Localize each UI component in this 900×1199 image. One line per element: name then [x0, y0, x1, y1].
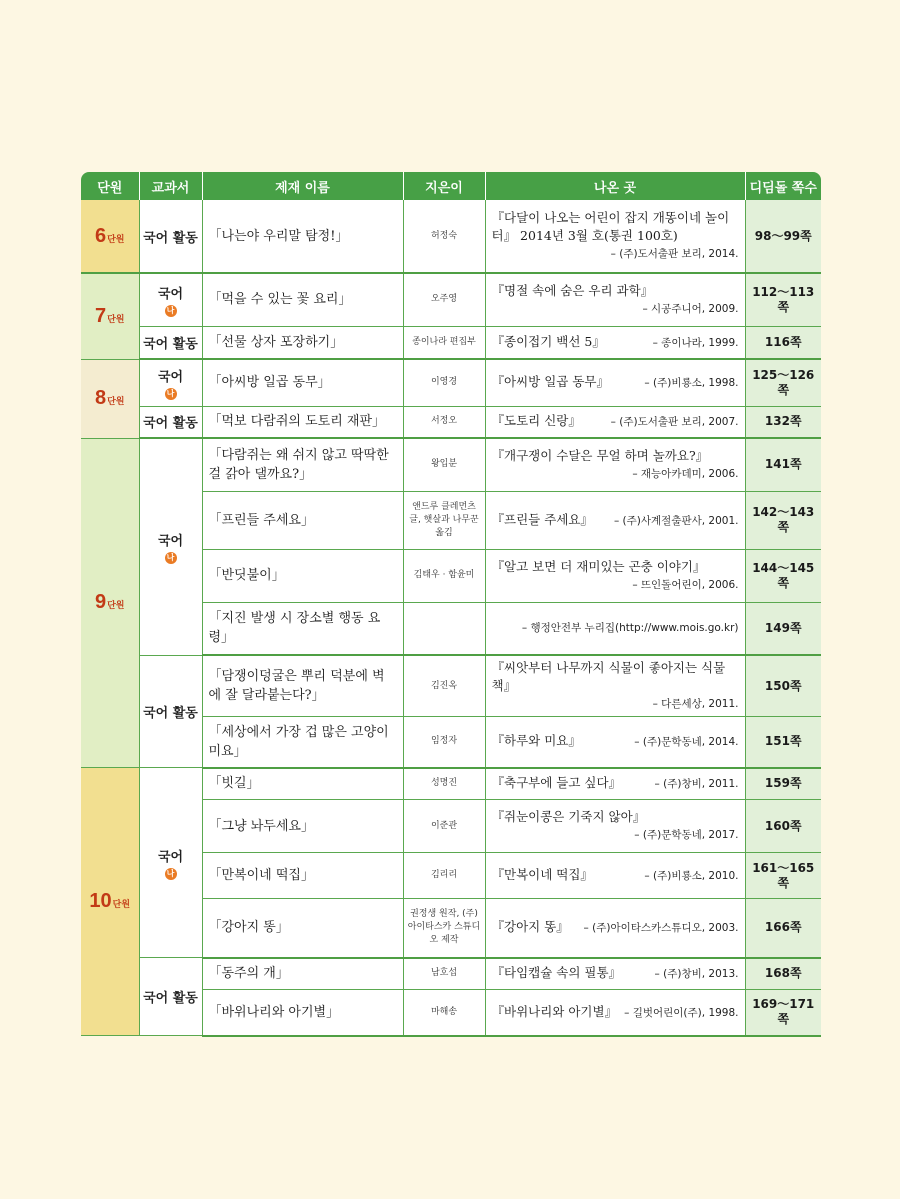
- publisher-text: – 길벗어린이(주), 1998.: [624, 1006, 739, 1019]
- author-cell: 종이나라 편집부: [403, 326, 485, 359]
- table-row: [81, 200, 821, 273]
- page-cell: 150쪽: [745, 655, 821, 717]
- header-page: 디딤돌 쪽수: [745, 172, 821, 200]
- publisher-text: – 시공주니어, 2009.: [642, 302, 739, 315]
- unit-suffix: 단원: [107, 397, 125, 407]
- publisher-text: – 재능아카데미, 2006.: [632, 467, 739, 480]
- book-cell: [139, 273, 202, 326]
- title-cell: 「선물 상자 포장하기」: [202, 326, 403, 359]
- header-source: 나온 곳: [485, 172, 745, 200]
- publisher-text: – 행정안전부 누리집(http://www.mois.go.kr): [521, 622, 739, 635]
- author-cell: 마해송: [403, 990, 485, 1036]
- table-row: [81, 438, 821, 491]
- source-cell: [485, 602, 745, 655]
- publisher-text: – (주)아이타스카스튜디오, 2003.: [583, 922, 739, 935]
- header-book: 교과서: [139, 172, 202, 200]
- source-cell: [485, 800, 745, 853]
- page-cell: 168쪽: [745, 958, 821, 990]
- unit-cell: [81, 200, 139, 273]
- page-cell: 151쪽: [745, 717, 821, 768]
- source-text: 『타임캡슐 속의 필통』: [491, 965, 622, 981]
- page-cell: 116쪽: [745, 326, 821, 359]
- page-cell: 125～126쪽: [745, 359, 821, 406]
- publisher-text: – 뜨인돌어린이, 2006.: [632, 578, 739, 591]
- book-cell: [139, 359, 202, 406]
- unit-cell: [81, 438, 139, 768]
- header-title: 제재 이름: [202, 172, 403, 200]
- unit-suffix: 단원: [107, 234, 125, 245]
- source-text: 『만복이네 떡집』: [491, 867, 593, 882]
- publisher-text: – (주)창비, 2011.: [654, 778, 739, 791]
- title-cell: 「반딧불이」: [202, 549, 403, 602]
- author-cell: 이준관: [403, 800, 485, 853]
- publisher-text: – (주)문학동네, 2017.: [634, 829, 739, 841]
- source-cell: [485, 438, 745, 491]
- title-cell: 「아씨방 일곱 동무」: [202, 359, 403, 406]
- author-cell: 권정생 원작, (주)아이타스카 스튜디오 제작: [403, 899, 485, 958]
- publisher-text: – (주)비룡소, 2010.: [644, 870, 739, 882]
- reading-sources-table: [81, 172, 821, 1037]
- book-cell: 국어 활동: [139, 958, 202, 1036]
- source-text: 『씨앗부터 나무까지 식물이 좋아지는 식물책』: [491, 660, 726, 693]
- page-cell: 141쪽: [745, 438, 821, 491]
- unit-number: 6: [94, 224, 107, 247]
- title-cell: 「세상에서 가장 겁 많은 고양이 미요」: [202, 717, 403, 768]
- table-row: [81, 655, 821, 717]
- author-cell: 성명진: [403, 768, 485, 800]
- unit-number: 8: [94, 387, 107, 409]
- source-text: 『알고 보면 더 재미있는 곤충 이야기』: [491, 558, 706, 574]
- title-cell: 「빗길」: [202, 768, 403, 800]
- unit-suffix: 단원: [112, 900, 131, 910]
- publisher-text: – (주)창비, 2013.: [654, 968, 739, 981]
- title-cell: 「먹을 수 있는 꽃 요리」: [202, 273, 403, 326]
- unit-cell: [81, 359, 139, 438]
- source-cell: [485, 491, 745, 549]
- source-text: 『종이접기 백선 5』: [491, 333, 605, 349]
- author-cell: 남호섭: [403, 958, 485, 990]
- page-cell: 112～113쪽: [745, 273, 821, 326]
- source-text: 『쥐눈이콩은 기죽지 않아』: [491, 809, 646, 824]
- table-row: [81, 273, 821, 326]
- source-text: 『하루와 미요』: [491, 733, 581, 749]
- author-cell: 허정숙: [403, 200, 485, 273]
- unit-suffix: 단원: [107, 601, 125, 612]
- page-cell: 144～145쪽: [745, 549, 821, 602]
- title-cell: 「강아지 똥」: [202, 899, 403, 958]
- source-cell: [485, 549, 745, 602]
- table-header-row: [81, 172, 821, 200]
- author-cell: 김진옥: [403, 655, 485, 717]
- source-text: 『바위나리와 아기별』: [491, 1003, 618, 1019]
- page-cell: 159쪽: [745, 768, 821, 800]
- book-cell: 국어 활동: [139, 406, 202, 438]
- book-label: 국어: [157, 849, 184, 865]
- title-cell: 「동주의 개」: [202, 958, 403, 990]
- publisher-text: – (주)사계절출판사, 2001.: [613, 514, 739, 527]
- page-cell: 132쪽: [745, 406, 821, 438]
- publisher-text: – 종이나라, 1999.: [652, 336, 739, 349]
- page-cell: 149쪽: [745, 602, 821, 655]
- book-label: 국어: [157, 286, 184, 302]
- title-cell: 「만복이네 떡집」: [202, 853, 403, 899]
- source-cell: [485, 958, 745, 990]
- table-row: [81, 958, 821, 990]
- book-cell: [139, 438, 202, 655]
- source-cell: [485, 768, 745, 800]
- source-cell: [485, 273, 745, 326]
- source-cell: [485, 990, 745, 1036]
- book-na-badge: 나: [165, 388, 177, 400]
- book-label: 국어: [157, 369, 184, 385]
- title-cell: 「지진 발생 시 장소별 행동 요령」: [202, 602, 403, 655]
- source-text: 『다달이 나오는 어린이 잡지 개똥이네 놀이터』 2014년 3월 호(통권 100호): [491, 210, 730, 243]
- book-cell: 국어 활동: [139, 326, 202, 359]
- source-cell: [485, 655, 745, 717]
- unit-cell: [81, 768, 139, 1036]
- author-cell: [403, 602, 485, 655]
- source-cell: [485, 899, 745, 958]
- book-label: 국어: [157, 533, 184, 549]
- book-na-badge: 나: [165, 305, 177, 317]
- unit-cell: [81, 273, 139, 359]
- source-cell: [485, 326, 745, 359]
- page-cell: 98～99쪽: [745, 200, 821, 273]
- source-text: 『도토리 신랑』: [491, 413, 581, 429]
- reading-sources-table-wrap: [81, 172, 821, 1037]
- page-cell: 169～171쪽: [745, 990, 821, 1036]
- unit-suffix: 단원: [107, 314, 125, 325]
- source-text: 『명절 속에 숨은 우리 과학』: [491, 282, 654, 298]
- title-cell: 「담쟁이덩굴은 뿌리 덕분에 벽에 잘 달라붙는다?」: [202, 655, 403, 717]
- page-cell: 161～165쪽: [745, 853, 821, 899]
- page-cell: 142～143쪽: [745, 491, 821, 549]
- author-cell: 왕입분: [403, 438, 485, 491]
- source-text: 『축구부에 들고 싶다』: [491, 775, 622, 791]
- title-cell: 「먹보 다람쥐의 도토리 재판」: [202, 406, 403, 438]
- source-cell: [485, 717, 745, 768]
- header-unit: 단원: [81, 172, 139, 200]
- author-cell: 김태우 · 함윤미: [403, 549, 485, 602]
- publisher-text: – 다른세상, 2011.: [652, 698, 739, 710]
- title-cell: 「나는야 우리말 탐정!」: [202, 200, 403, 273]
- title-cell: 「그냥 놔두세요」: [202, 800, 403, 853]
- unit-number: 7: [94, 304, 107, 327]
- table-row: [81, 326, 821, 359]
- source-text: 『강아지 똥』: [491, 919, 569, 935]
- author-cell: 이영경: [403, 359, 485, 406]
- table-row: [81, 406, 821, 438]
- author-cell: 오주영: [403, 273, 485, 326]
- publisher-text: – (주)도서출판 보리, 2007.: [610, 416, 739, 429]
- unit-number: 9: [94, 591, 107, 614]
- book-na-badge: 나: [165, 868, 177, 880]
- publisher-text: – (주)문학동네, 2014.: [634, 736, 739, 749]
- unit-number: 10: [89, 890, 112, 912]
- book-na-badge: 나: [165, 552, 177, 564]
- header-author: 지은이: [403, 172, 485, 200]
- author-cell: 임정자: [403, 717, 485, 768]
- publisher-text: – (주)도서출판 보리, 2014.: [610, 248, 739, 260]
- publisher-text: – (주)비룡소, 1998.: [644, 377, 739, 390]
- source-text: 『아씨방 일곱 동무』: [491, 374, 609, 390]
- page-cell: 160쪽: [745, 800, 821, 853]
- book-cell: 국어 활동: [139, 655, 202, 768]
- source-cell: [485, 200, 745, 273]
- book-cell: 국어 활동: [139, 200, 202, 273]
- book-cell: [139, 768, 202, 958]
- author-cell: 김리리: [403, 853, 485, 899]
- author-cell: 서정오: [403, 406, 485, 438]
- title-cell: 「프린들 주세요」: [202, 491, 403, 549]
- author-cell: 앤드루 클레먼츠 글, 햇살과 나무꾼 옮김: [403, 491, 485, 549]
- title-cell: 「다람쥐는 왜 쉬지 않고 딱딱한 걸 갉아 댈까요?」: [202, 438, 403, 491]
- source-cell: [485, 853, 745, 899]
- source-text: 『개구쟁이 수달은 무얼 하며 놀까요?』: [491, 447, 709, 463]
- source-cell: [485, 359, 745, 406]
- source-text: 『프린들 주세요』: [491, 511, 593, 527]
- table-row: [81, 768, 821, 800]
- table-row: [81, 359, 821, 406]
- page-cell: 166쪽: [745, 899, 821, 958]
- title-cell: 「바위나리와 아기별」: [202, 990, 403, 1036]
- source-cell: [485, 406, 745, 438]
